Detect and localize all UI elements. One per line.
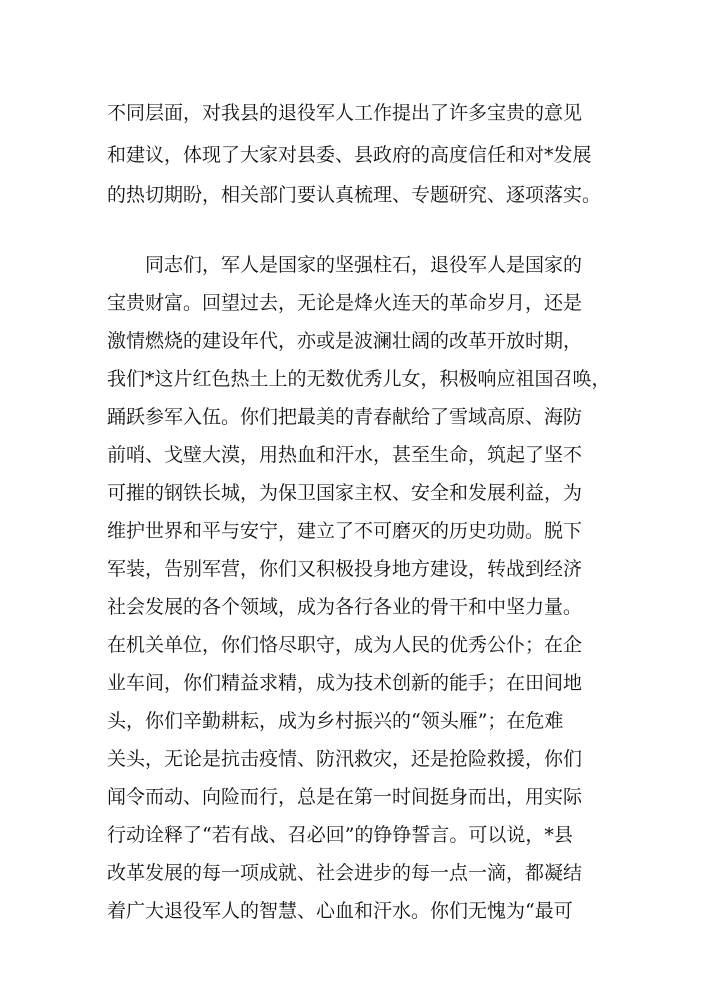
text-line: 的热切期盼，相关部门要认真梳理、专题研究、逐项落实。 xyxy=(107,184,602,206)
text-line: 头，你们辛勤耕耘，成为乡村振兴的“领头雁”；在危难 xyxy=(107,710,564,732)
text-line: 行动诠释了“若有战、召必回”的铮铮誓言。可以说，*县 xyxy=(107,824,573,846)
text-line: 在机关单位，你们恪尽职守，成为人民的优秀公仆；在企 xyxy=(107,634,583,656)
text-line: 改革发展的每一项成就、社会进步的每一点一滴，都凝结 xyxy=(107,862,583,884)
text-line: 军装，告别军营，你们又积极投身地方建设，转战到经济 xyxy=(107,558,583,580)
text-line: 维护世界和平与安宁，建立了不可磨灭的历史功勋。脱下 xyxy=(107,520,583,542)
text-line: 可摧的钢铁长城，为保卫国家主权、安全和发展利益，为 xyxy=(107,482,583,504)
text-line: 社会发展的各个领域，成为各行各业的骨干和中坚力量。 xyxy=(107,596,583,618)
text-line: 关头，无论是抗击疫情、防汛救灾，还是抢险救援，你们 xyxy=(107,748,583,770)
text-line: 前哨、戈壁大漠，用热血和汗水，甚至生命，筑起了坚不 xyxy=(107,444,583,466)
text-line: 业车间，你们精益求精，成为技术创新的能手；在田间地 xyxy=(107,672,583,694)
text-line: 宝贵财富。回望过去，无论是烽火连天的革命岁月，还是 xyxy=(107,292,583,314)
text-line: 和建议，体现了大家对县委、县政府的高度信任和对*发展 xyxy=(107,144,592,166)
text-line: 着广大退役军人的智慧、心血和汗水。你们无愧为“最可 xyxy=(107,900,573,922)
text-line: 激情燃烧的建设年代，亦或是波澜壮阔的改革开放时期， xyxy=(107,330,583,352)
text-line: 不同层面，对我县的退役军人工作提出了许多宝贵的意见 xyxy=(107,102,583,124)
text-line: 同志们，军人是国家的坚强柱石，退役军人是国家的 xyxy=(145,254,583,276)
text-line: 踊跃参军入伍。你们把最美的青春献给了雪域高原、海防 xyxy=(107,406,583,428)
text-line: 我们*这片红色热土上的无数优秀儿女，积极响应祖国召唤， xyxy=(107,368,611,390)
text-line: 闻令而动、向险而行，总是在第一时间挺身而出，用实际 xyxy=(107,786,583,808)
